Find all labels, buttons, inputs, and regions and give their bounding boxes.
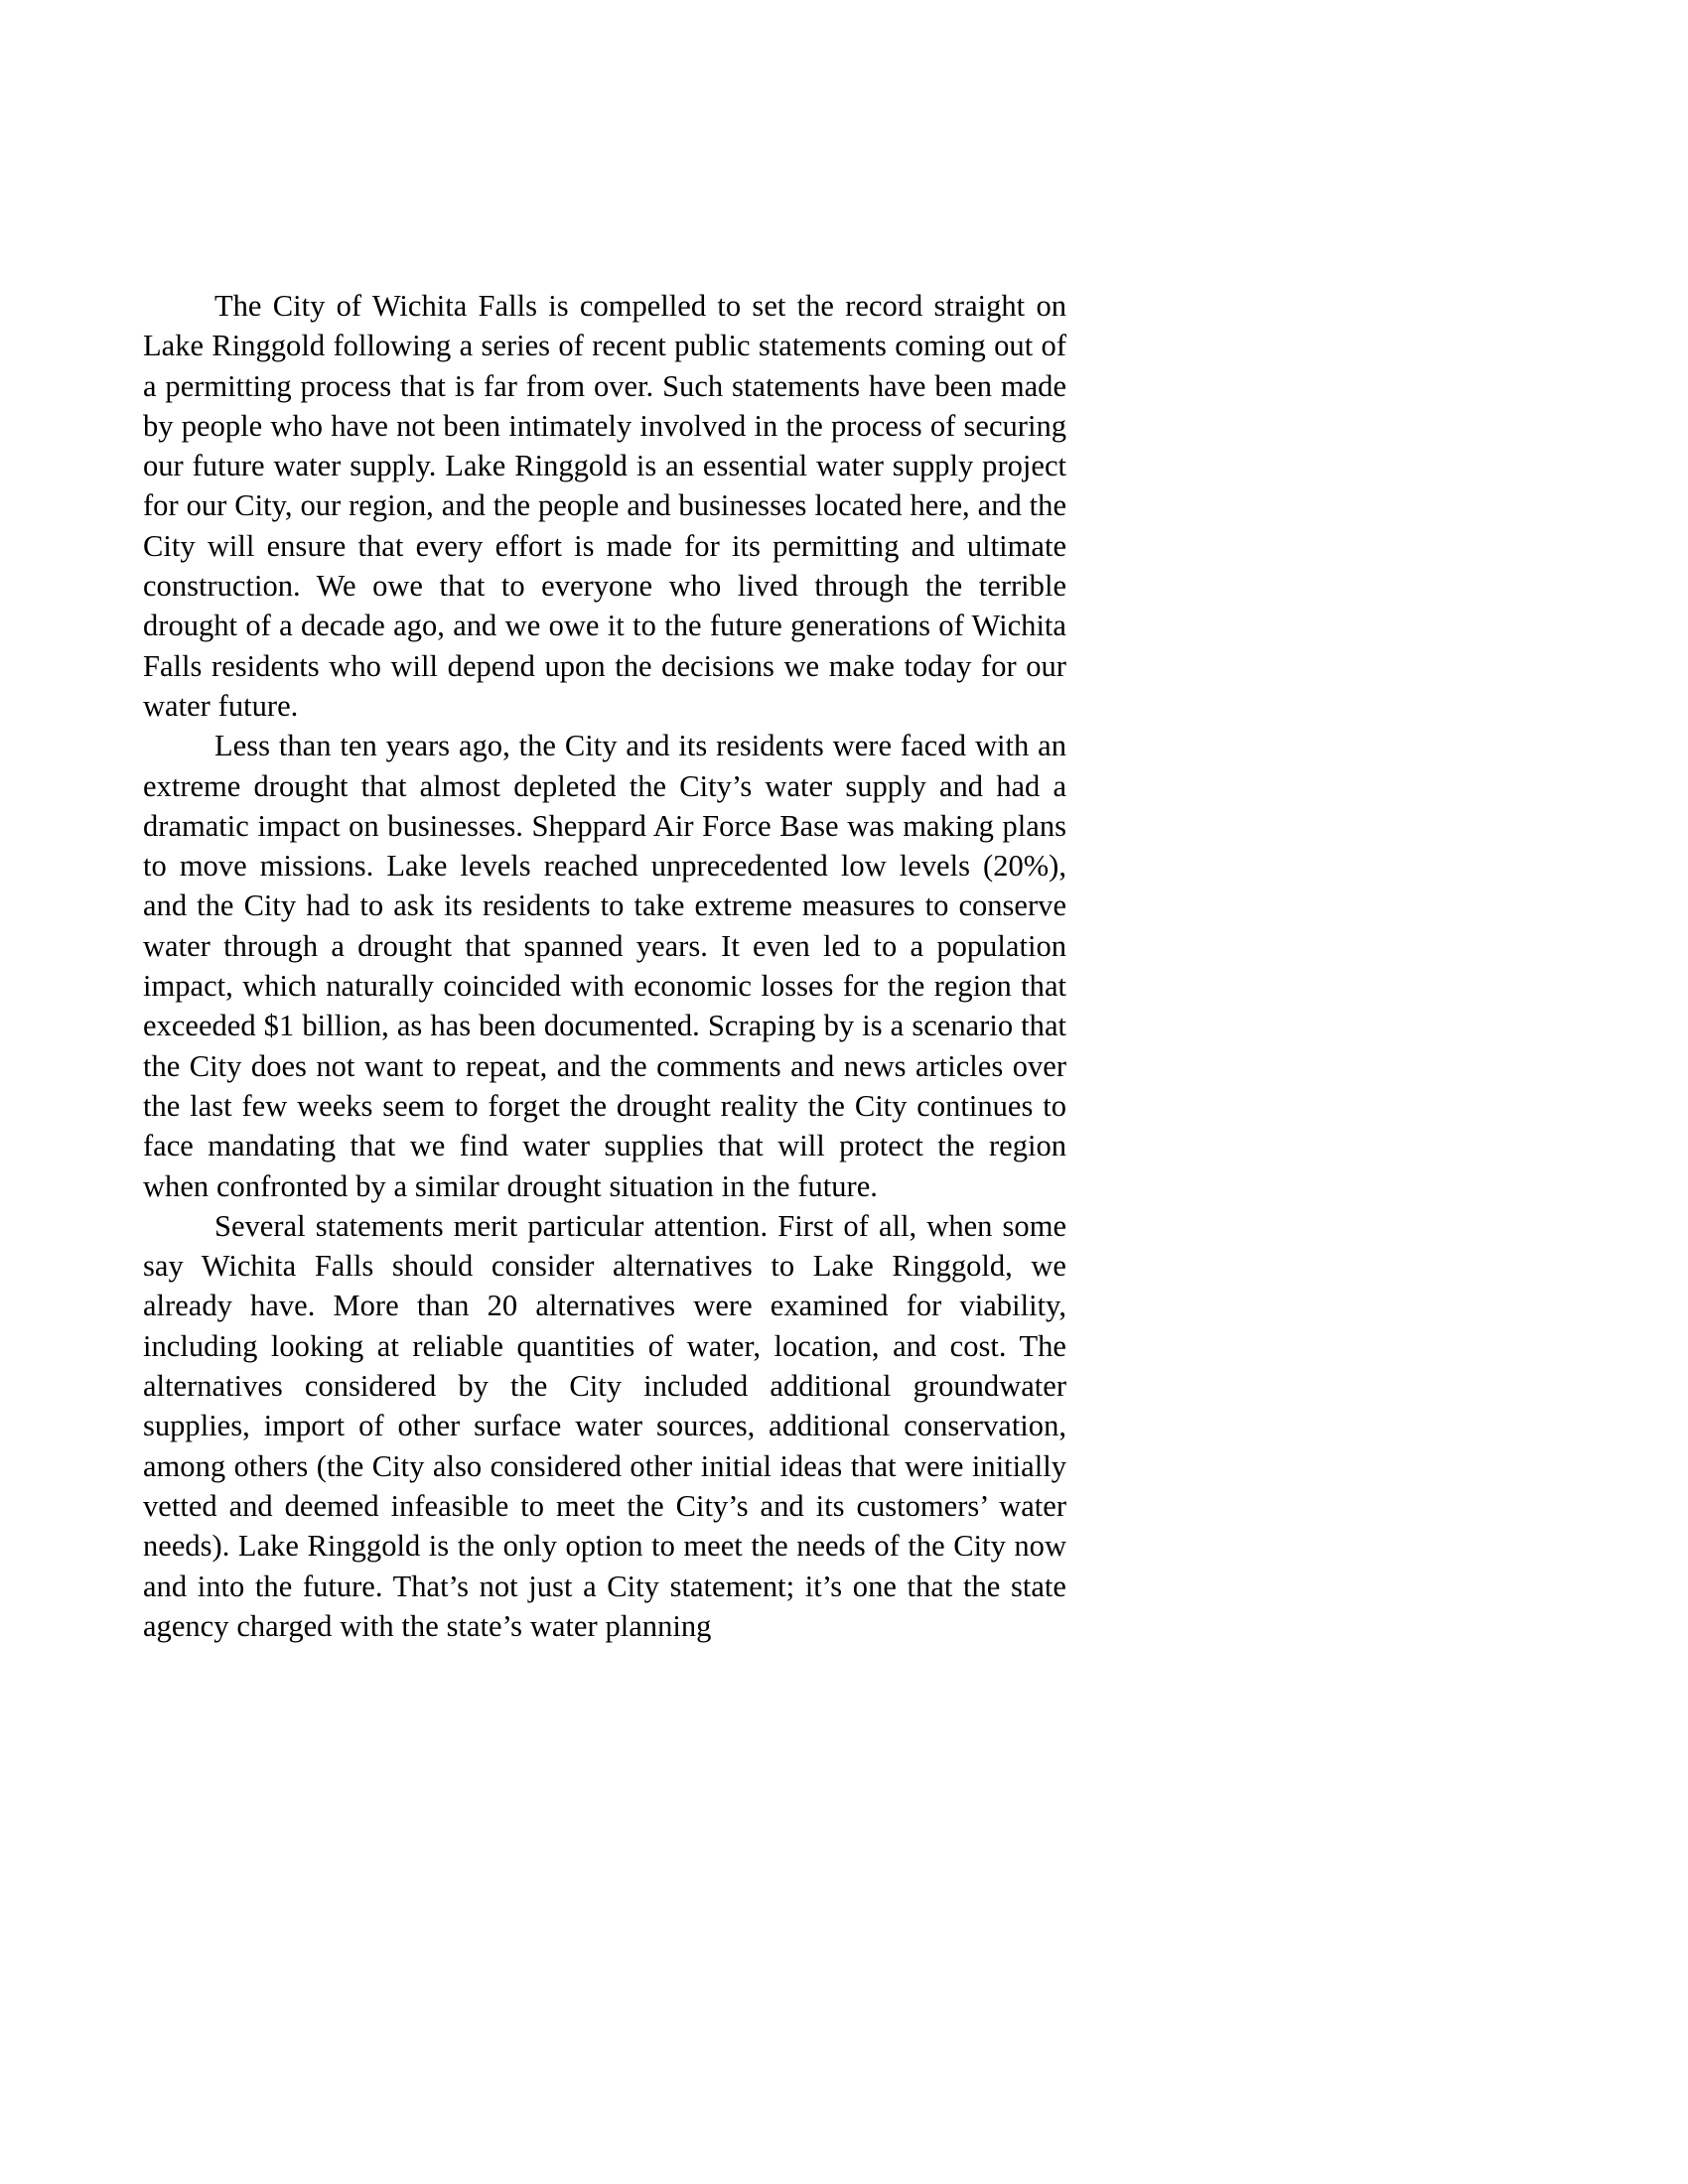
document-text-block xyxy=(143,286,1066,1646)
paragraph-2: Less than ten years ago, the City and its residents were faced with an extreme drought that almost depleted the City’s water supply and had a dramatic impact on businesses. Sheppard Air Force Base was making plans to move missions. Lake levels reached unprecedented low levels (20%), and the City had to ask its residents to take extreme measures to conserve water through a drought that spanned years. It even led to a population impact, which naturally coincided with economic losses for the region that exceeded $1 billion, as has been documented. Scraping by is a scenario that the City does not want to repeat, and the comments and news articles over the last few weeks seem to forget the drought reality the City continues to face mandating that we find water supplies that will protect the region when confronted by a similar drought situation in the future. xyxy=(143,729,1066,1203)
paragraph-1: The City of Wichita Falls is compelled to set the record straight on Lake Ringgold following a series of recent public statements coming out of a permitting process that is far from over. Such statements have been made by people who have not been intimately involved in the process of securing our future water supply. Lake Ringgold is an essential water supply project for our City, our region, and the people and businesses located here, and the City will ensure that every effort is made for its permitting and ultimate construction. We owe that to everyone who lived through the terrible drought of a decade ago, and we owe it to the future generations of Wichita Falls residents who will depend upon the decisions we make today for our water future. xyxy=(143,289,1066,723)
paragraph-3: Several statements merit particular attention. First of all, when some say Wichita Falls should consider alternatives to Lake Ringgold, we already have. More than 20 alternatives were examined for viability, including looking at reliable quantities of water, location, and cost. The alternatives considered by the City included additional groundwater supplies, import of other surface water sources, additional conservation, among others (the City also considered other initial ideas that were initially vetted and deemed infeasible to meet the City’s and its customers’ water needs). Lake Ringgold is the only option to meet the needs of the City now and into the future. That’s not just a City statement; it’s one that the state agency charged with the state’s water planning xyxy=(143,1208,1066,1643)
